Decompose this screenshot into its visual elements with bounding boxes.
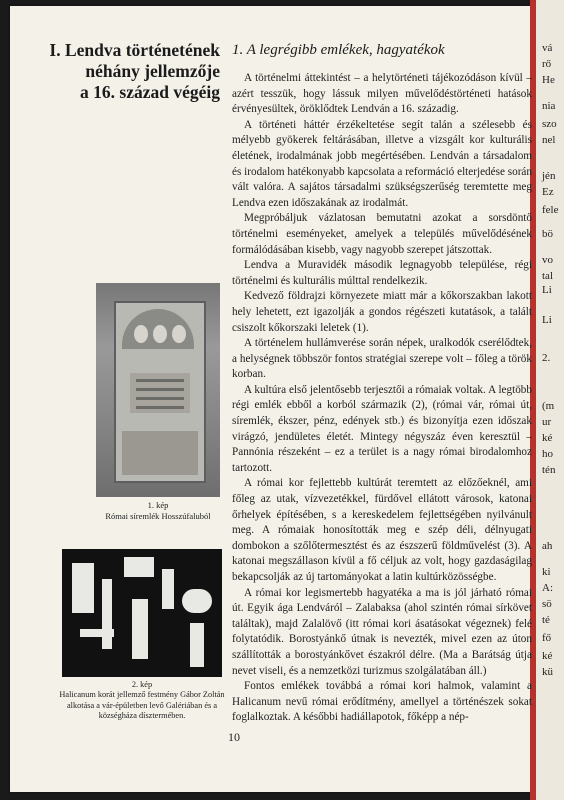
- next-page-text-fragment: ur: [542, 416, 552, 428]
- next-page-text-fragment: ki: [542, 566, 551, 578]
- body-text: [232, 71, 532, 726]
- next-page-text-fragment: Ez: [542, 186, 554, 198]
- chapter-title-line: a 16. század végéig: [80, 82, 220, 102]
- next-page-text-fragment: Li: [542, 314, 552, 326]
- next-page-text-fragment: bö: [542, 228, 553, 240]
- next-page-text-fragment: fő: [542, 632, 552, 644]
- next-page-text-fragment: fele: [542, 204, 559, 216]
- figure1-number: 1. kép: [147, 500, 169, 510]
- paragraph: Kedvező földrajzi környezete miatt már a kőkorszakban lakott hely lehetett, ezt igazolják a gondos régészeti kutatások, a talált csiszolt kőkorszaki leletek (1).: [232, 290, 532, 334]
- next-page-text-fragment: 2.: [542, 352, 551, 364]
- figure2-description: Halicanum korát jellemző festmény Gábor Zoltán alkotása a vár-épületben levő Galériában és a községháza dísztermében.: [59, 690, 225, 721]
- paragraph: Fontos emlékek továbbá a római kori halmok, valamint a Halicanum nevű római erődítmény, amellyel a történészek sokat foglalkoztak. A későbbi hadiállapotok, főképp a nép-: [232, 680, 532, 724]
- figure2-number: 2. kép: [131, 680, 153, 689]
- next-page-text-fragment: jén: [542, 170, 556, 182]
- next-page-text-fragment: Li: [542, 284, 552, 296]
- next-page-text-fragment: tén: [542, 464, 556, 476]
- next-page-text-fragment: nia: [542, 100, 556, 112]
- paragraph: A történeti háttér érzékeltetése segít talán a szélesebb és mélyebb gyökerek feltárásában, illetve a vizsgált kor kulturális életének, irodalmának jobb megértésében. Lendván a társadalom és irodalom hatékonyabb kapcsolata a reformáció elterjedése során vált valóra. A sajátos társadalmi szükségszerűség teremtette meg Lendva ezen időszakának az irodalmát.: [232, 118, 532, 209]
- paragraph: A római kor legismertebb hagyatéka a ma is jól járható római út. Egyik ága Lendváról – Zalabaksa (ahol szintén római sírkövet találtak), majd Zalalövő (itt római kori ásatásokat végeznek) felé folytatódik. Borostyánkő útnak is nevezték, mivel ezen az úton szállították a borostyánkővet északról délre. (Ma a Barátság útja nevet viseli, és a nemzetközi turizmus szolgálatában áll.): [232, 586, 532, 677]
- next-page-text-fragment: (m: [542, 400, 555, 412]
- next-page-text-fragment: A:: [542, 582, 553, 594]
- next-page-edge: [534, 0, 564, 800]
- next-page-text-fragment: szo: [542, 118, 557, 130]
- next-page-text-fragment: tal: [542, 270, 553, 282]
- figure1-caption: [96, 500, 220, 522]
- tombstone-base: [122, 431, 198, 475]
- paragraph: Megpróbáljuk vázlatosan bemutatni azokat a sorsdöntő történelmi eseményeket, amelyek a település művelődésének formálódásában kisebb, vagy nagyobb szerepet játszottak.: [232, 212, 532, 256]
- tombstone-relief: [114, 301, 206, 483]
- next-page-text-fragment: sö: [542, 598, 552, 610]
- figure1-description: Római síremlék Hosszúfaluból: [105, 511, 211, 521]
- next-page-text-fragment: rő: [542, 58, 552, 70]
- next-page-text-fragment: ah: [542, 540, 553, 552]
- next-page-text-fragment: He: [542, 74, 555, 86]
- roman-tombstone-photo: [96, 283, 220, 497]
- next-page-text-fragment: vá: [542, 42, 553, 54]
- paragraph: A római kor fejlettebb kultúrát teremtett az előzőeknél, ami főleg az utak, vízvezetékkel, fürdővel ellátott városok, katonai őrhelyek építésében, s a kereskedelem fejlettségében nyilvánult meg. A rómaiak honosították meg e szép déli, délnyugati dombokon a szőlőtermesztést és az észszerű földművelést (3). A katonai megszállason kívül a fő céljuk az volt, hogy gazdaságilag bekapcsolják az új tartományokat a latin kultúrközösségbe.: [232, 477, 532, 583]
- tombstone-inscription: [130, 373, 190, 413]
- paragraph: A történelmi áttekintést – a helytörténeti tájékozódáson kívül – azért tesszük, hogy lássuk milyen művelődéstörténeti hatások érvényesültek, öröklődtek Lendván a 16. századig.: [232, 72, 532, 116]
- next-page-text-fragment: ké: [542, 650, 553, 662]
- figure2-caption: [58, 680, 226, 722]
- paragraph: A kultúra első jelentősebb terjesztői a rómaiak voltak. A legtöbb régi emlék ebből a korból származik (2), (római vár, római út, síremlék, ékszer, pénz, edények stb.) és bizonyítja ezen időszak virágzó, jendületes életét. Mintegy négyszáz éven keresztül – Pannónia részeként – ez a terület is a nagy római birodalomhoz tartozott.: [232, 383, 532, 474]
- section-heading: 1. A legrégibb emlékek, hagyatékok: [232, 42, 445, 58]
- chapter-title: [40, 40, 220, 103]
- paragraph: Lendva a Muravidék második legnagyobb települése, régi történelmi és kulturális múlttal rendelkezik.: [232, 259, 532, 287]
- halicanum-painting: [62, 549, 222, 677]
- next-page-text-fragment: té: [542, 614, 550, 626]
- tombstone-figures: [132, 325, 188, 349]
- chapter-title-line: I. Lendva történetének: [49, 40, 220, 60]
- next-page-text-fragment: nel: [542, 134, 556, 146]
- next-page-text-fragment: vo: [542, 254, 553, 266]
- next-page-text-fragment: ho: [542, 448, 553, 460]
- next-page-text-fragment: ké: [542, 432, 553, 444]
- page-number: 10: [228, 730, 240, 744]
- chapter-title-line: néhány jellemzője: [85, 61, 220, 81]
- paragraph: A történelem hullámverése során népek, uralkodók cserélődtek, a helységnek többször fontos stratégiai szerepe volt – főleg a török korban.: [232, 337, 532, 381]
- next-page-text-fragment: kü: [542, 666, 553, 678]
